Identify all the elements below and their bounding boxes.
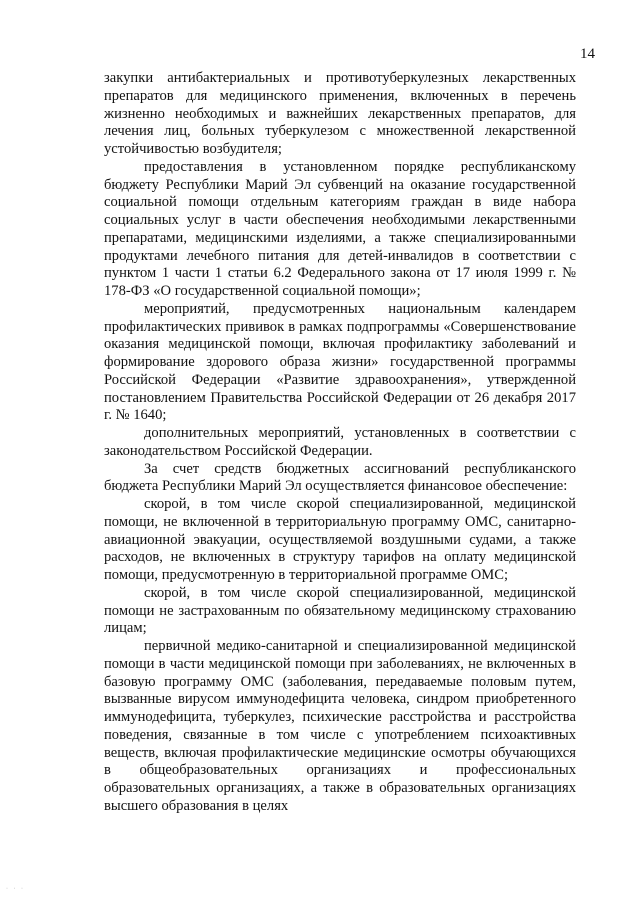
paragraph-additional-measures: дополнительных мероприятий, установленных в соответствии с законодательством Российской Федерации. (104, 425, 576, 459)
paragraph-subventions: предоставления в установленном порядке республиканскому бюджету Республики Марий Эл субвенций на оказание государственной социальной помощи отдельным категориям граждан в виде набора социальных услуг в части обеспечения необходимыми лекарственными препаратами, медицинскими изделиями, а также специализированными продуктами лечебного питания для детей-инвалидов в соответствии с пунктом 1 части 1 статьи 6.2 Федерального закона от 17 июля 1999 г. № 178-ФЗ «О государственной социальной помощи»; (104, 158, 576, 299)
paragraph-primary-specialized-care: первичной медико-санитарной и специализированной медицинской помощи в части медицинской помощи при заболеваниях, не включенных в базовую программу ОМС (заболевания, передаваемые половым путем, вызванные вирусом иммунодефицита человека, синдром приобретенного иммунодефицита, туберкулез, психические расстройства и расстройства поведения, связанные в том числе с употреблением психоактивных веществ, включая профилактические медицинские осмотры обучающихся в общеобразовательных организациях и профессиональных образовательных организациях, а также в образовательных организациях высшего образования в целях (104, 638, 576, 814)
paragraph-emergency-care: скорой, в том числе скорой специализированной, медицинской помощи, не включенной в территориальную программу ОМС, санитарно-авиационной эвакуации, осуществляемой воздушными судами, а также расходов, не включенных в структуру тарифов на оплату медицинской помощи, предусмотренную в территориальной программе ОМС; (104, 496, 576, 583)
paragraph-vaccination-calendar: мероприятий, предусмотренных национальным календарем профилактических прививок в рамках подпрограммы «Совершенствование оказания медицинской помощи, включая профилактику заболеваний и формирование здорового образа жизни» государственной программы Российской Федерации «Развитие здравоохранения», утвержденной постановлением Правительства Российской Федерации от 26 декабря 2017 г. № 1640; (104, 300, 576, 424)
paragraph-antibacterial-purchase: закупки антибактериальных и противотуберкулезных лекарственных препаратов для медицинского применения, включенных в перечень жизненно необходимых и важнейших лекарственных препаратов, для лечения лиц, больных туберкулезом с множественной лекарственной устойчивостью возбудителя; (104, 70, 576, 157)
paragraph-uninsured-emergency-care: скорой, в том числе скорой специализированной, медицинской помощи не застрахованным по обязательному медицинскому страхованию лицам; (104, 584, 576, 637)
document-body (104, 70, 576, 816)
page-number: 14 (580, 46, 595, 62)
paragraph-budget-funding: За счет средств бюджетных ассигнований республиканского бюджета Республики Марий Эл осуществляется финансовое обеспечение: (104, 460, 576, 495)
scan-corner-marks: · · · (6, 886, 25, 892)
